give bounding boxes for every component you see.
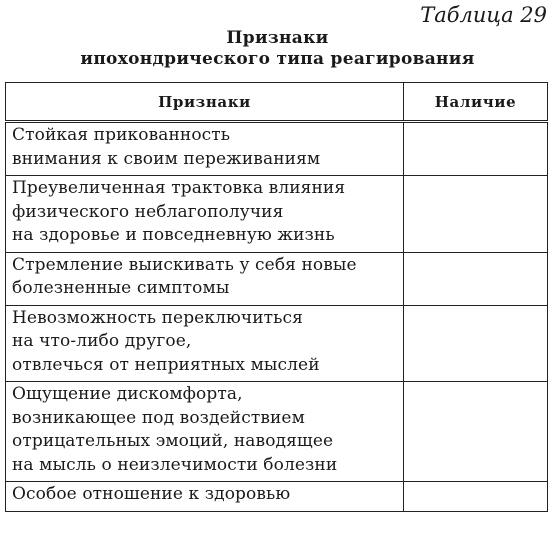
presence-cell[interactable] bbox=[404, 252, 548, 305]
sign-text-line: на здоровье и повседневную жизнь bbox=[12, 225, 335, 245]
sign-text-line: физического неблагополучия bbox=[12, 201, 284, 222]
table-title bbox=[0, 28, 555, 70]
sign-cell bbox=[6, 176, 404, 253]
presence-cell[interactable] bbox=[404, 122, 548, 176]
table-row bbox=[6, 382, 548, 482]
sign-text-line: Стремление выискивать у себя новые bbox=[12, 254, 357, 275]
sign-text-line: внимания к своим переживаниям bbox=[12, 148, 321, 169]
title-line: ипохондрического типа реагирования bbox=[80, 49, 475, 69]
table-row bbox=[6, 176, 548, 253]
presence-cell[interactable] bbox=[404, 305, 548, 382]
sign-text-line: на мысль о неизлечимости болезни bbox=[12, 454, 338, 475]
presence-cell[interactable] bbox=[404, 176, 548, 253]
sign-text-line: отрицательных эмоций, наводящее bbox=[12, 431, 334, 451]
sign-text-line: на что-либо другое, bbox=[12, 331, 192, 351]
column-header-presence: Наличие bbox=[404, 83, 548, 122]
sign-cell bbox=[6, 382, 404, 482]
table-row bbox=[6, 482, 548, 512]
table-row bbox=[6, 305, 548, 382]
presence-cell[interactable] bbox=[404, 382, 548, 482]
sign-text-line: Стойкая прикованность bbox=[12, 125, 231, 145]
title-line: Признаки bbox=[226, 28, 329, 48]
sign-text-line: возникающее под воздействием bbox=[12, 407, 305, 428]
sign-cell bbox=[6, 122, 404, 176]
table-number: Таблица 29 bbox=[420, 3, 547, 27]
table-row bbox=[6, 252, 548, 305]
sign-text-line: Невозможность переключиться bbox=[12, 307, 303, 328]
sign-cell bbox=[6, 252, 404, 305]
presence-cell[interactable] bbox=[404, 482, 548, 512]
signs-table bbox=[5, 82, 548, 512]
sign-cell bbox=[6, 482, 404, 512]
column-header-signs: Признаки bbox=[6, 83, 404, 122]
header-row bbox=[6, 83, 548, 122]
sign-text-line: Особое отношение к здоровью bbox=[12, 484, 291, 504]
sign-text-line: Преувеличенная трактовка влияния bbox=[12, 178, 346, 198]
sign-text-line: Ощущение дискомфорта, bbox=[12, 384, 243, 404]
sign-text-line: отвлечься от неприятных мыслей bbox=[12, 354, 320, 375]
table-row bbox=[6, 122, 548, 176]
sign-text-line: болезненные симптомы bbox=[12, 278, 230, 298]
sign-cell bbox=[6, 305, 404, 382]
